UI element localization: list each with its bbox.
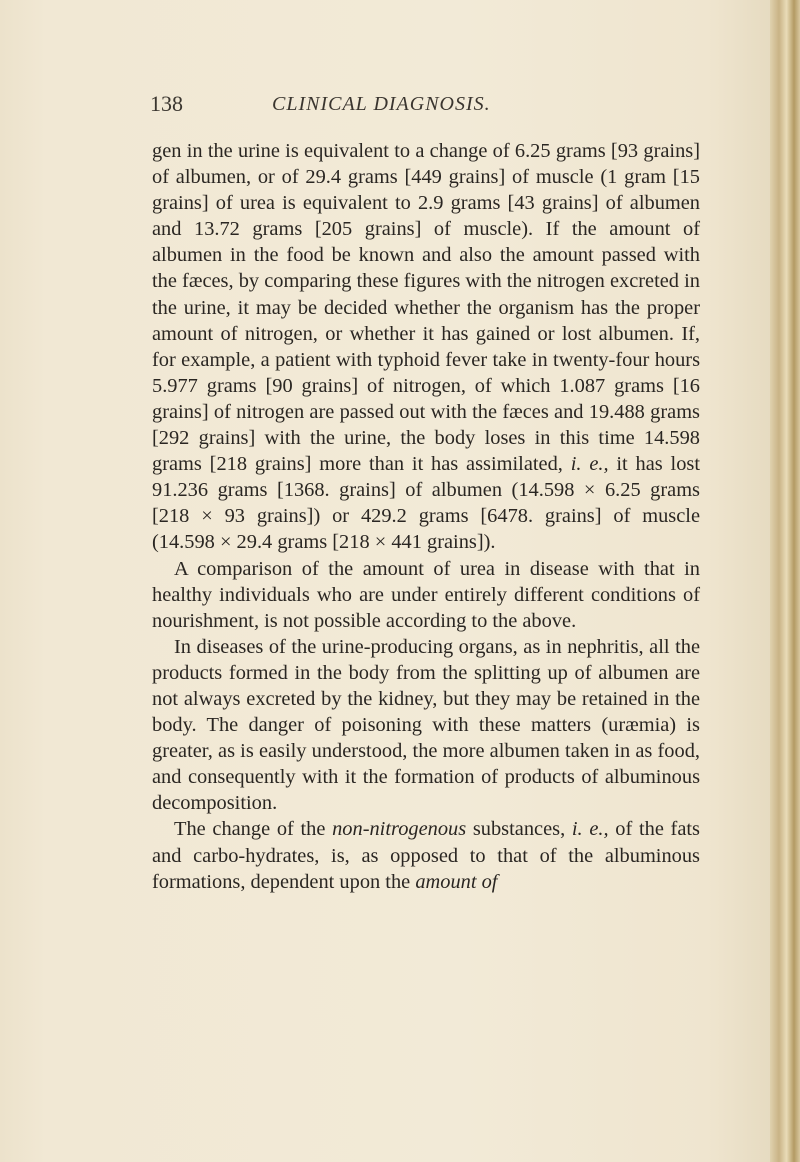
paragraph-1-text-b: it has lost 91.236 grams [1368. grains] of albumen (14.598 × 6.25 grams [218 × 93 grains]) or 429.2 grams [6478. grains] of muscle (14.598 × 29.4 grams [218 × 441 grains]). (152, 453, 700, 554)
paragraph-4-text-a: The change of the (174, 818, 326, 841)
paragraph-2: A comparison of the amount of urea in disease with that in healthy individuals who are under entirely different conditions of nourishment, is not possible according to the above. (152, 557, 700, 632)
paragraph-4-italic-a: non-nitrogenous (332, 818, 467, 841)
paragraph-1-text-a: gen in the urine is equivalent to a change of 6.25 grams [93 grains] of albumen, or of 29.4 grams [449 grains] of muscle (1 gram [15 grains] of urea is equivalent to 2.9 grams [43 grains] of albumen and 13.72 grams [205 grains] of muscle). If the amount of albumen in the food be known and also the amount passed with the fæces, by comparing these figures with the nitrogen excreted in the urine, it may be decided whether the organism has the proper amount of nitrogen, or whether it has gained or lost albumen. If, for example, a patient with typhoid fever take in twenty-four hours 5.977 grams [90 grains] of nitrogen, of which 1.087 grams [16 grains] of nitrogen are passed out with the fæces and 19.488 grams [292 grains] with the urine, the body loses in this time 14.598 grams [218 grains] more than it has assimilated, (152, 140, 700, 476)
paragraph-4-text-b: substances, (472, 818, 566, 841)
paragraph-4-italic-b: i. e., (571, 818, 609, 841)
body-text (152, 138, 700, 895)
paragraph-4-text-c: of the fats and carbo-hydrates, is, as opposed to that of the albuminous formations, dependent upon the (152, 818, 700, 893)
page-number: 138 (150, 91, 183, 116)
book-gutter (770, 0, 800, 1162)
paragraph-3: In diseases of the urine-producing organs, as in nephritis, all the products formed in the body from the splitting up of albumen are not always excreted by the kidney, but they may be retained in the body. The danger of poisoning with these matters (uræmia) is greater, as is easily understood, the more albumen taken in as food, and consequently with it the formation of products of albuminous decomposition. (152, 635, 700, 815)
paragraph-4-italic-c: amount of (415, 870, 498, 893)
paragraph-1 (152, 138, 700, 556)
page-header (150, 91, 620, 121)
paragraph-4 (152, 816, 700, 894)
running-head: CLINICAL DIAGNOSIS. (272, 93, 491, 115)
paragraph-1-italic-a: i. e., (570, 453, 609, 476)
